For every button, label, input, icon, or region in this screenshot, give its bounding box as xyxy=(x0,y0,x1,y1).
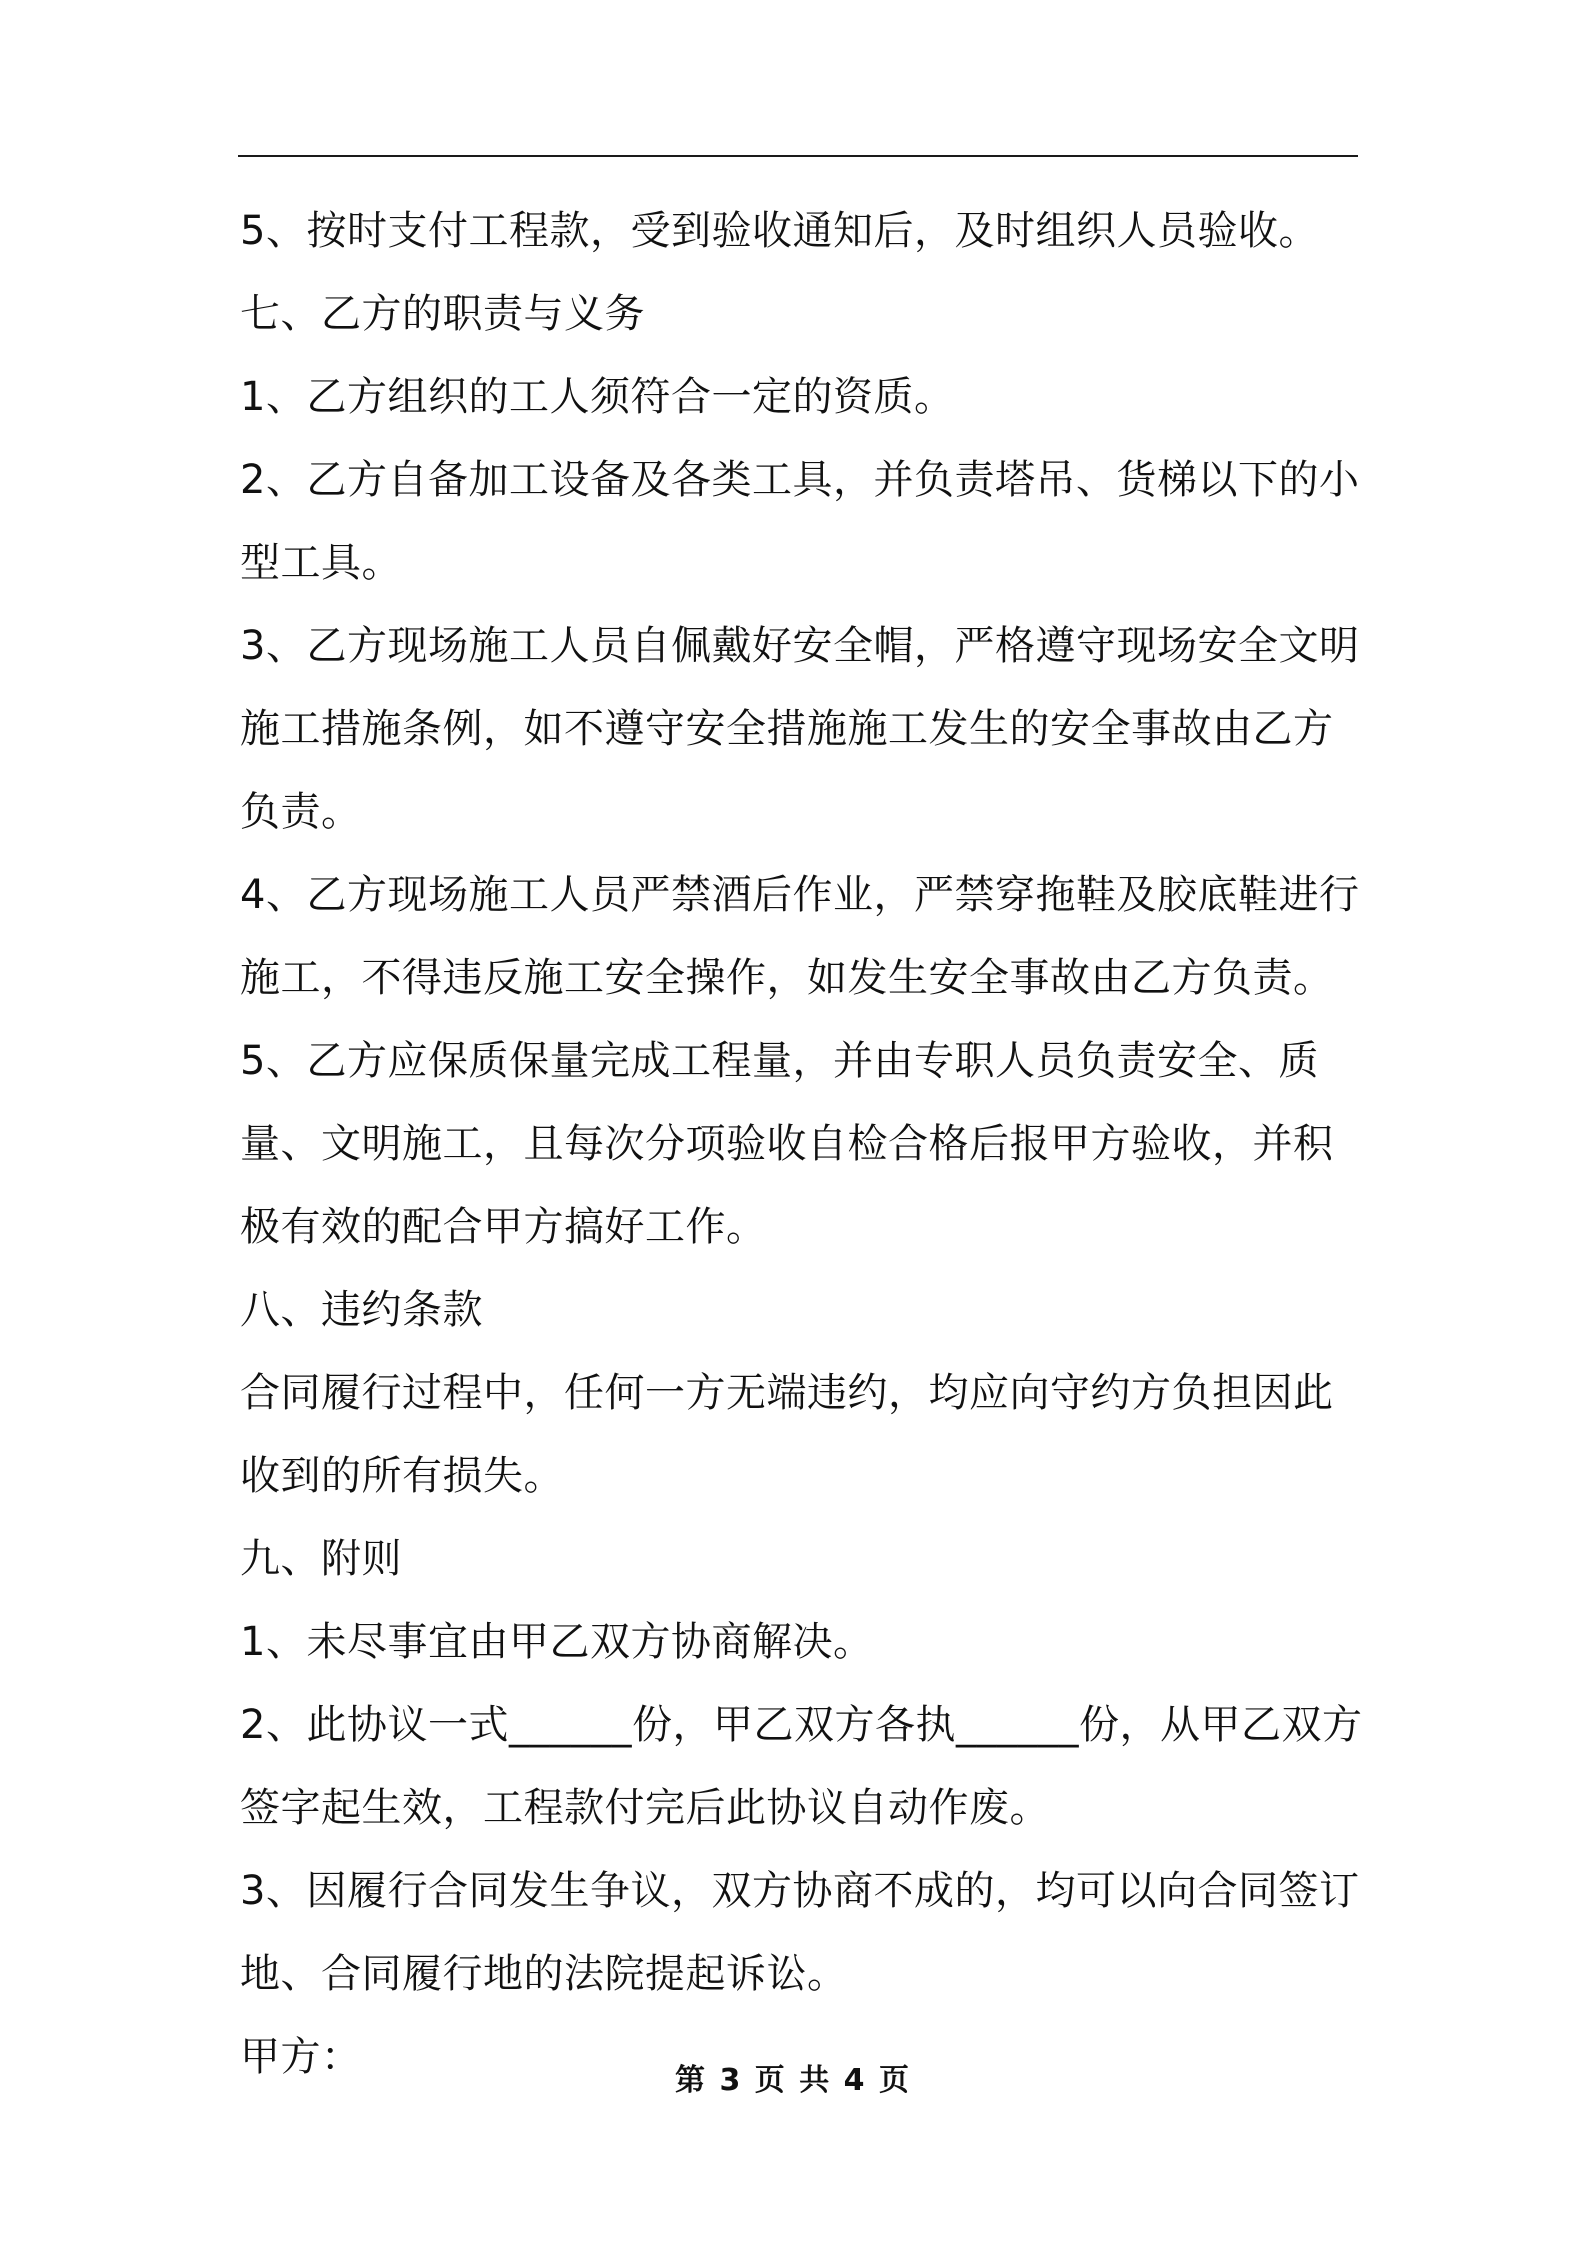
paragraph-breach-liability: 合同履行过程中，任何一方无端违约，均应向守约方负担因此收到的所有损失。 xyxy=(240,1370,1334,1499)
paragraph-unresolved-matters: 1、未尽事宜由甲乙双方协商解决。 xyxy=(240,1619,874,1665)
signature-party-a-label: 甲方： xyxy=(240,2034,362,2080)
paragraph-safety-helmet: 3、乙方现场施工人员自佩戴好安全帽，严格遵守现场安全文明施工措施条例，如不遵守安全措施施工发生的安全事故由乙方负责。 xyxy=(240,623,1360,835)
paragraph-payment-duty: 5、按时支付工程款，受到验收通知后，及时组织人员验收。 xyxy=(240,208,1319,254)
header-divider xyxy=(238,155,1358,157)
paragraph-no-drinking: 4、乙方现场施工人员严禁酒后作业，严禁穿拖鞋及胶底鞋进行施工，不得违反施工安全操作，如发生安全事故由乙方负责。 xyxy=(240,872,1360,1001)
section-heading-party-b-duties: 七、乙方的职责与义务 xyxy=(240,291,645,337)
paragraph-worker-qualification: 1、乙方组织的工人须符合一定的资质。 xyxy=(240,374,955,420)
page-number-footer: 第 3 页 共 4 页 xyxy=(675,2063,911,2098)
document-body xyxy=(240,190,1370,2099)
paragraph-dispute-resolution: 3、因履行合同发生争议，双方协商不成的，均可以向合同签订地、合同履行地的法院提起诉讼。 xyxy=(240,1868,1360,1997)
paragraph-quality-quantity: 5、乙方应保质保量完成工程量，并由专职人员负责安全、质量、文明施工，且每次分项验收自检合格后报甲方验收，并积极有效的配合甲方搞好工作。 xyxy=(240,1038,1334,1250)
section-heading-breach: 八、违约条款 xyxy=(240,1287,483,1333)
paragraph-equipment-tools: 2、乙方自备加工设备及各类工具，并负责塔吊、货梯以下的小型工具。 xyxy=(240,457,1360,586)
section-heading-supplementary: 九、附则 xyxy=(240,1536,402,1582)
paragraph-copies-effect: 2、此协议一式______份，甲乙双方各执______份，从甲乙双方签字起生效，工程款付完后此协议自动作废。 xyxy=(240,1702,1363,1831)
